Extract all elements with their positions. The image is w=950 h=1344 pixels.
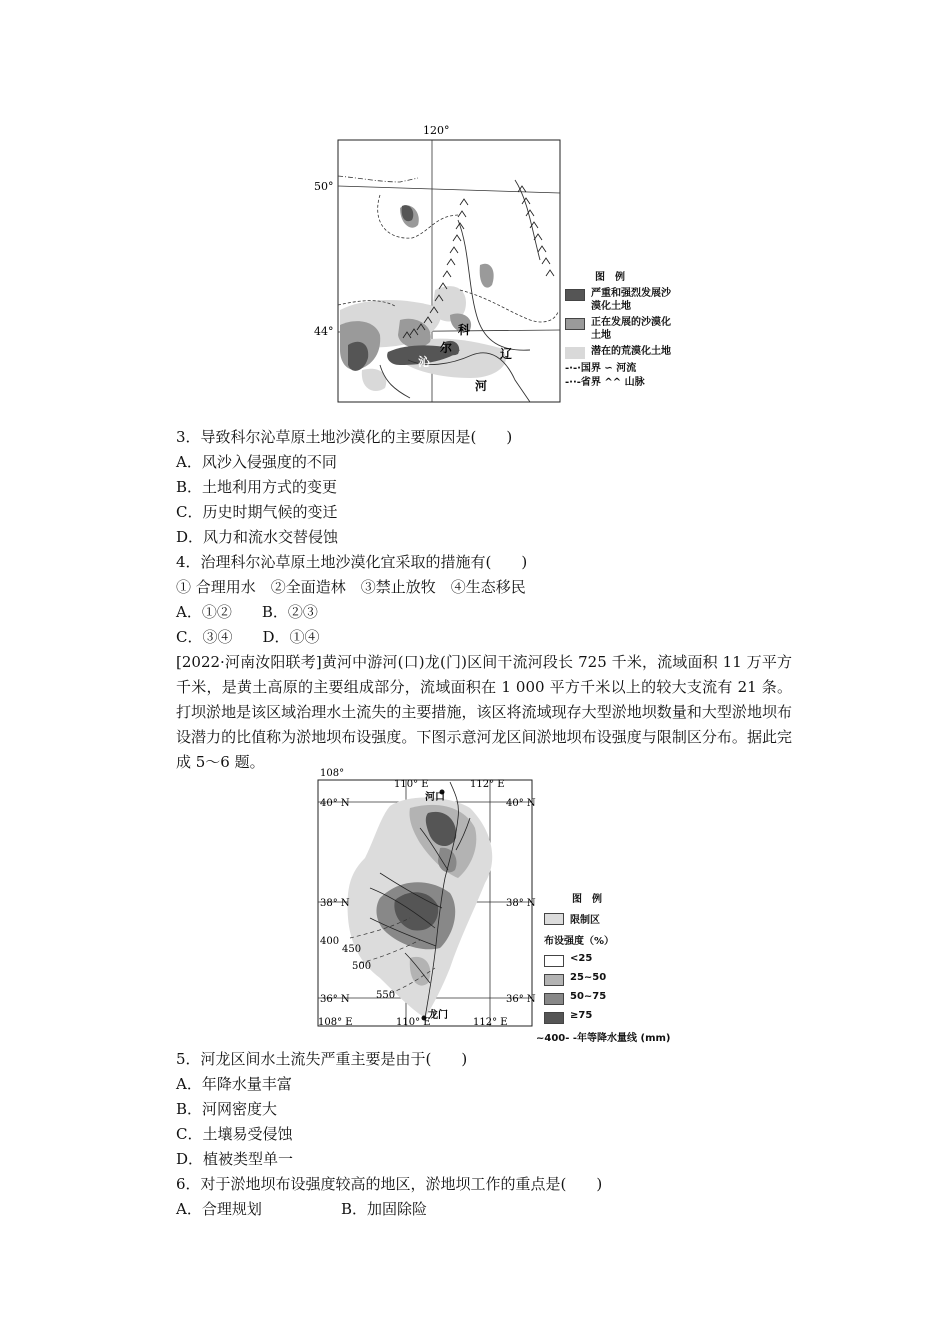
map1-lon-120: 120° [423,124,450,137]
label-er: 尔 [440,341,453,355]
label-he: 河 [475,379,488,393]
label-liao: 辽 [500,347,513,361]
legend-isohyet: ~400- -年等降水量线 (mm) [536,1033,671,1044]
isohyet-500: 500 [352,961,372,972]
label-qin: 沁 [418,355,431,369]
map1-legend-title: 图 例 [595,272,625,283]
swatch-severe [565,289,585,301]
isohyet-550: 550 [376,990,396,1001]
legend-developing [565,316,680,342]
label-hekou: 河口 [425,792,445,803]
legend-ge75 [544,1010,680,1024]
legend-lt25 [544,953,680,967]
swatch-ge75 [544,1012,564,1024]
q3-option-c[interactable]: C．历史时期气候的变迁 [176,503,338,521]
q6-option-a[interactable]: A．合理规划 [176,1200,262,1218]
lon-110-bottom: 110° E [396,1017,431,1028]
legend-provincial-label: 省界 [580,377,601,388]
legend-potential-label: 潜在的荒漠化土地 [591,346,671,357]
lon-112-top: 112° E [470,779,505,790]
legend-50-75 [544,991,680,1005]
map1-lat-50: 50° [314,180,334,193]
map-helong [310,768,680,1044]
lat40-right: 40° N [506,798,536,809]
lon-108-top: 108° [320,768,345,779]
legend-mountain-label: 山脉 [624,377,645,388]
map2-legend-title: 图 例 [572,894,602,905]
q5-option-b[interactable]: B．河网密度大 [176,1100,278,1118]
q4-options-ab[interactable]: A．①② B．②③ [176,603,318,621]
q3-option-b[interactable]: B．土地利用方式的变更 [176,478,338,496]
provincial-border-symbol: -··- [565,377,581,388]
lat36-right: 36° N [506,994,536,1005]
legend-25-50 [544,972,680,986]
legend-ge75-label: ≥75 [570,1010,593,1021]
legend-potential [565,345,680,359]
legend-severe [565,287,680,313]
national-border-symbol: -·-· [565,363,581,374]
q6-option-b[interactable]: B．加固除险 [341,1200,428,1218]
q6-stem: 6．对于淤地坝布设强度较高的地区，淤地坝工作的重点是( ) [176,1175,603,1193]
legend-50-75-label: 50~75 [570,991,607,1002]
label-longmen: 龙门 [428,1010,448,1021]
legend-lt25-label: <25 [570,953,593,964]
legend-intensity-title: 布设强度（%） [544,936,615,947]
legend-restricted-label: 限制区 [570,915,600,926]
legend-lines-row2 [565,376,680,390]
q3-option-a[interactable]: A．风沙入侵强度的不同 [176,453,337,471]
lat36-left: 36° N [320,994,350,1005]
river-symbol: ∽ [604,363,617,374]
mountain-symbol: ^^ [604,377,625,388]
q4-options-cd[interactable]: C．③④ D．①④ [176,628,320,646]
isohyet-450: 450 [342,944,362,955]
legend-lines-row1 [565,362,680,376]
map2-legend [536,890,680,1044]
lat38-left: 38° N [320,898,350,909]
swatch-restricted [544,913,564,925]
map1-lat-44: 44° [314,325,334,338]
q5-option-d[interactable]: D．植被类型单一 [176,1150,294,1168]
lat38-right: 38° N [506,898,536,909]
legend-restricted [544,911,680,926]
isohyet-400: 400 [320,936,340,947]
lon-110-top: 110° E [394,779,429,790]
lon-112-bottom: 112° E [473,1017,508,1028]
swatch-developing [565,318,585,330]
legend-national-label: 国界 [580,363,601,374]
legend-river-label: 河流 [616,363,637,374]
q4-stem: 4．治理科尔沁草原土地沙漠化宜采取的措施有( ) [176,553,528,571]
lon-108-bottom: 108° E [318,1017,353,1028]
passage-5-6: [2022·河南汝阳联考]黄河中游河(口)龙(门)区间干流河段长 725 千米，流域面积 11 万平方千米，是黄土高原的主要组成部分，流域面积在 1 000 平方千米以上的较大支流有 21 条。打坝淤地是该区域治理水土流失的主要措施，该区将流域现存大型淤地坝数量和大型淤地坝布设潜力的比值称为淤地坝布设强度。下图示意河龙区间淤地坝布设强度与限制区分布。据此完成 5～6 题。 [176,653,792,771]
swatch-potential [565,347,585,359]
q5-option-a[interactable]: A．年降水量丰富 [176,1075,292,1093]
map-horqin [300,120,680,410]
map1-legend [565,268,680,390]
lat40-left: 40° N [320,798,350,809]
q3-stem: 3．导致科尔沁草原土地沙漠化的主要原因是( ) [176,428,513,446]
legend-25-50-label: 25~50 [570,972,607,983]
legend-developing-label: 正在发展的沙漠化土地 [591,317,671,341]
q5-stem: 5．河龙区间水土流失严重主要是由于( ) [176,1050,468,1068]
q5-option-c[interactable]: C．土壤易受侵蚀 [176,1125,293,1143]
q4-measures: ① 合理用水 ②全面造林 ③禁止放牧 ④生态移民 [176,578,526,596]
swatch-lt25 [544,955,564,967]
q3-option-d[interactable]: D．风力和流水交替侵蚀 [176,528,339,546]
label-ke: 科 [458,323,471,337]
legend-severe-label: 严重和强烈发展沙漠化土地 [591,288,671,312]
swatch-25-50 [544,974,564,986]
swatch-50-75 [544,993,564,1005]
